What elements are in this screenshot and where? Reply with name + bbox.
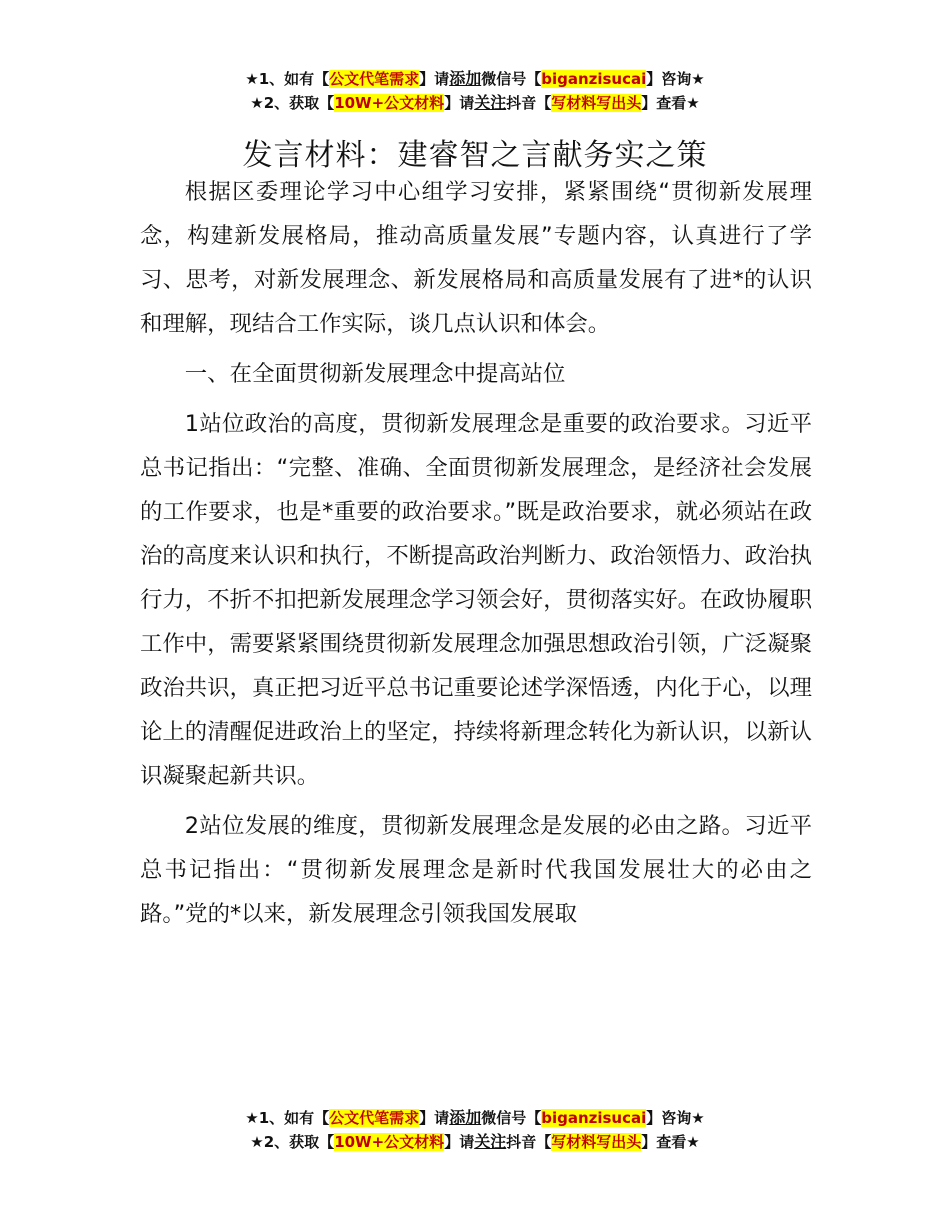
promo-text: 】查看★ bbox=[641, 1133, 700, 1151]
promo-underline: 添加 bbox=[449, 69, 482, 88]
paragraph-intro: 根据区委理论学习中心组学习安排，紧紧围绕“贯彻新发展理念，构建新发展格局，推动高质量发展”专题内容，认真进行了学习、思考，对新发展理念、新发展格局和高质量发展有了进*的认识和理解，现结合工作实际，谈几点认识和体会。 bbox=[140, 179, 812, 337]
promo-text: ★1、如有【 bbox=[245, 1109, 330, 1127]
promo-highlight: 公文代笔需求 bbox=[329, 70, 420, 88]
promo-banner-bottom bbox=[0, 1106, 950, 1154]
document-title: 发言材料：建睿智之言献务实之策 bbox=[242, 138, 708, 174]
document-body bbox=[140, 170, 812, 942]
promo-highlight: 公文代笔需求 bbox=[329, 1109, 420, 1127]
promo-wechat-id: biganzisucai bbox=[541, 70, 647, 88]
promo-text: 抖音【 bbox=[506, 94, 552, 112]
promo-text: 】请 bbox=[444, 1133, 475, 1151]
section-heading-1: 一、在全面贯彻新发展理念中提高站位 bbox=[184, 361, 566, 387]
promo-douyin-id: 写材料写出头 bbox=[551, 1133, 642, 1151]
paragraph-point-2: 2站位发展的维度，贯彻新发展理念是发展的必由之路。习近平总书记指出：“贯彻新发展理念是新时代我国发展壮大的必由之路。”党的*以来，新发展理念引领我国发展取 bbox=[140, 813, 812, 927]
promo-text: 】咨询★ bbox=[646, 70, 705, 88]
promo-banner-top bbox=[0, 67, 950, 115]
promo-underline: 添加 bbox=[449, 1108, 482, 1127]
promo-text: 】请 bbox=[419, 70, 450, 88]
paragraph-point-1: 1站位政治的高度，贯彻新发展理念是重要的政治要求。习近平总书记指出：“完整、准确、全面贯彻新发展理念，是经济社会发展的工作要求，也是*重要的政治要求。”既是政治要求，就必须站在政治的高度来认识和执行，不断提高政治判断力、政治领悟力、政治执行力，不折不扣把新发展理念学习领会好，贯彻落实好。在政协履职工作中，需要紧紧围绕贯彻新发展理念加强思想政治引领，广泛凝聚政治共识，真正把习近平总书记重要论述学深悟透，内化于心，以理论上的清醒促进政治上的坚定，持续将新理念转化为新认识，以新认识凝聚起新共识。 bbox=[140, 411, 812, 789]
promo-line-1 bbox=[0, 1106, 950, 1130]
promo-text: 微信号【 bbox=[481, 1109, 542, 1127]
promo-text: ★2、获取【 bbox=[250, 1133, 335, 1151]
promo-text: 】查看★ bbox=[641, 94, 700, 112]
promo-highlight: 10W+公文材料 bbox=[334, 1133, 445, 1151]
promo-highlight: 10W+公文材料 bbox=[334, 94, 445, 112]
promo-line-2 bbox=[0, 1130, 950, 1154]
promo-text: 微信号【 bbox=[481, 70, 542, 88]
promo-line-1 bbox=[0, 67, 950, 91]
promo-text: 】请 bbox=[444, 94, 475, 112]
promo-text: 抖音【 bbox=[506, 1133, 552, 1151]
promo-underline: 关注 bbox=[474, 93, 507, 112]
promo-wechat-id: biganzisucai bbox=[541, 1109, 647, 1127]
promo-douyin-id: 写材料写出头 bbox=[551, 94, 642, 112]
promo-line-2 bbox=[0, 91, 950, 115]
promo-text: 】请 bbox=[419, 1109, 450, 1127]
promo-text: ★2、获取【 bbox=[250, 94, 335, 112]
promo-underline: 关注 bbox=[474, 1132, 507, 1151]
promo-text: 】咨询★ bbox=[646, 1109, 705, 1127]
promo-text: ★1、如有【 bbox=[245, 70, 330, 88]
